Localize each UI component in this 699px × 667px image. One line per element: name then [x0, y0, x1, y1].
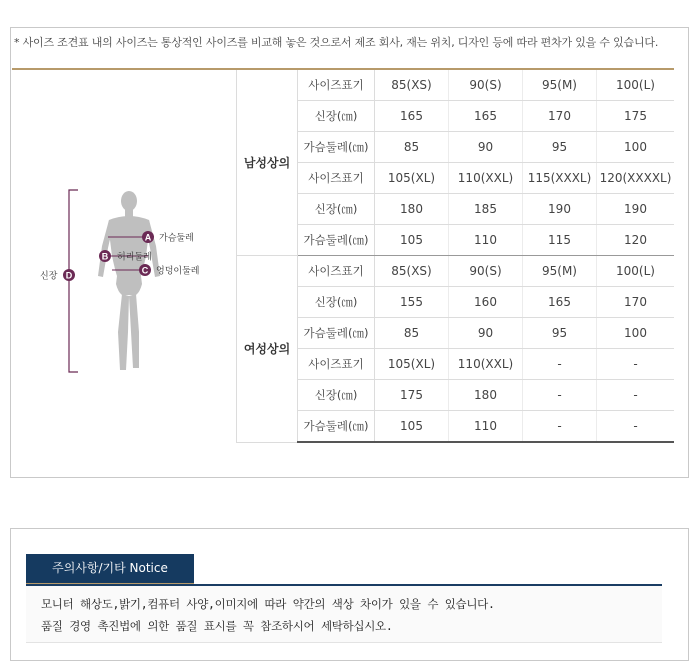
table-cell: -	[597, 411, 675, 443]
svg-text:A: A	[144, 232, 152, 243]
table-cell: -	[523, 349, 597, 380]
chest-label: 가슴둘레	[159, 233, 194, 244]
table-cell: 160	[449, 287, 523, 318]
row-label: 신장(㎝)	[298, 287, 375, 318]
row-label: 사이즈표기	[298, 163, 375, 194]
height-label: 신장	[40, 271, 58, 282]
table-row	[237, 318, 675, 349]
table-row	[237, 163, 675, 194]
table-cell: 165	[523, 287, 597, 318]
hip-marker	[139, 264, 199, 277]
table-cell: 105(XL)	[375, 163, 449, 194]
table-cell: 100(L)	[597, 256, 675, 287]
table-cell: 90(S)	[449, 70, 523, 101]
table-cell: 105	[375, 411, 449, 443]
table-cell: 95(M)	[523, 256, 597, 287]
table-row	[237, 194, 675, 225]
table-cell: -	[597, 349, 675, 380]
table-cell: 85	[375, 318, 449, 349]
table-cell: 120(XXXXL)	[597, 163, 675, 194]
row-label: 사이즈표기	[298, 70, 375, 101]
table-row	[237, 70, 675, 101]
table-cell: 100	[597, 318, 675, 349]
group-label-women: 여성상의	[237, 256, 298, 443]
row-label: 사이즈표기	[298, 349, 375, 380]
svg-text:D: D	[65, 270, 73, 281]
table-cell: 110(XXL)	[449, 349, 523, 380]
table-row	[237, 380, 675, 411]
table-cell: 90(S)	[449, 256, 523, 287]
table-row	[237, 132, 675, 163]
table-cell: 105(XL)	[375, 349, 449, 380]
table-cell: 170	[523, 101, 597, 132]
table-row	[237, 411, 675, 443]
table-cell: 95	[523, 318, 597, 349]
table-cell: 120	[597, 225, 675, 256]
table-row	[237, 287, 675, 318]
table-cell: 190	[597, 194, 675, 225]
table-row	[237, 256, 675, 287]
table-cell: 100	[597, 132, 675, 163]
notice-line-2: 품질 경영 촉진법에 의한 품질 표시를 꼭 참조하시어 세탁하십시오.	[41, 619, 393, 633]
row-label: 신장(㎝)	[298, 101, 375, 132]
svg-text:B: B	[101, 251, 109, 262]
waist-marker	[99, 250, 152, 263]
notice-body	[26, 586, 662, 643]
row-label: 가슴둘레(㎝)	[298, 318, 375, 349]
hip-label: 엉덩이둘레	[156, 266, 200, 277]
table-cell: -	[523, 380, 597, 411]
table-cell: 100(L)	[597, 70, 675, 101]
table-cell: 180	[449, 380, 523, 411]
table-cell: 190	[523, 194, 597, 225]
table-cell: -	[523, 411, 597, 443]
row-label: 신장(㎝)	[298, 194, 375, 225]
body-measurement-figure	[12, 70, 234, 442]
table-cell: 180	[375, 194, 449, 225]
table-cell: 90	[449, 132, 523, 163]
table-cell: -	[597, 380, 675, 411]
table-cell: 85	[375, 132, 449, 163]
table-cell: 115	[523, 225, 597, 256]
table-row	[237, 101, 675, 132]
table-cell: 110(XXL)	[449, 163, 523, 194]
size-chart-note: * 사이즈 조견표 내의 사이즈는 통상적인 사이즈를 비교해 놓은 것으로서 제조 회사, 재는 위치, 디자인 등에 따라 편차가 있을 수 있습니다.	[14, 36, 659, 49]
table-cell: 85(XS)	[375, 256, 449, 287]
waist-label: 허리둘레	[117, 252, 152, 263]
table-cell: 95(M)	[523, 70, 597, 101]
table-cell: 90	[449, 318, 523, 349]
table-cell: 95	[523, 132, 597, 163]
table-cell: 155	[375, 287, 449, 318]
table-cell: 165	[449, 101, 523, 132]
table-row	[237, 349, 675, 380]
size-table	[236, 70, 674, 443]
height-marker	[40, 269, 75, 282]
table-cell: 185	[449, 194, 523, 225]
row-label: 신장(㎝)	[298, 380, 375, 411]
mannequin-icon	[98, 191, 160, 370]
row-label: 가슴둘레(㎝)	[298, 225, 375, 256]
table-cell: 170	[597, 287, 675, 318]
table-row	[237, 225, 675, 256]
chest-marker	[142, 231, 194, 244]
table-cell: 110	[449, 225, 523, 256]
row-label: 사이즈표기	[298, 256, 375, 287]
table-cell: 110	[449, 411, 523, 443]
notice-tab: 주의사항/기타 Notice	[26, 554, 194, 586]
table-cell: 85(XS)	[375, 70, 449, 101]
table-cell: 175	[597, 101, 675, 132]
row-label: 가슴둘레(㎝)	[298, 132, 375, 163]
row-label: 가슴둘레(㎝)	[298, 411, 375, 443]
table-cell: 115(XXXL)	[523, 163, 597, 194]
table-cell: 175	[375, 380, 449, 411]
notice-line-1: 모니터 해상도,밝기,컴퓨터 사양,이미지에 따라 약간의 색상 차이가 있을 수 있습니다.	[41, 597, 495, 611]
group-label-men: 남성상의	[237, 70, 298, 256]
table-cell: 165	[375, 101, 449, 132]
svg-text:C: C	[141, 265, 149, 276]
table-cell: 105	[375, 225, 449, 256]
